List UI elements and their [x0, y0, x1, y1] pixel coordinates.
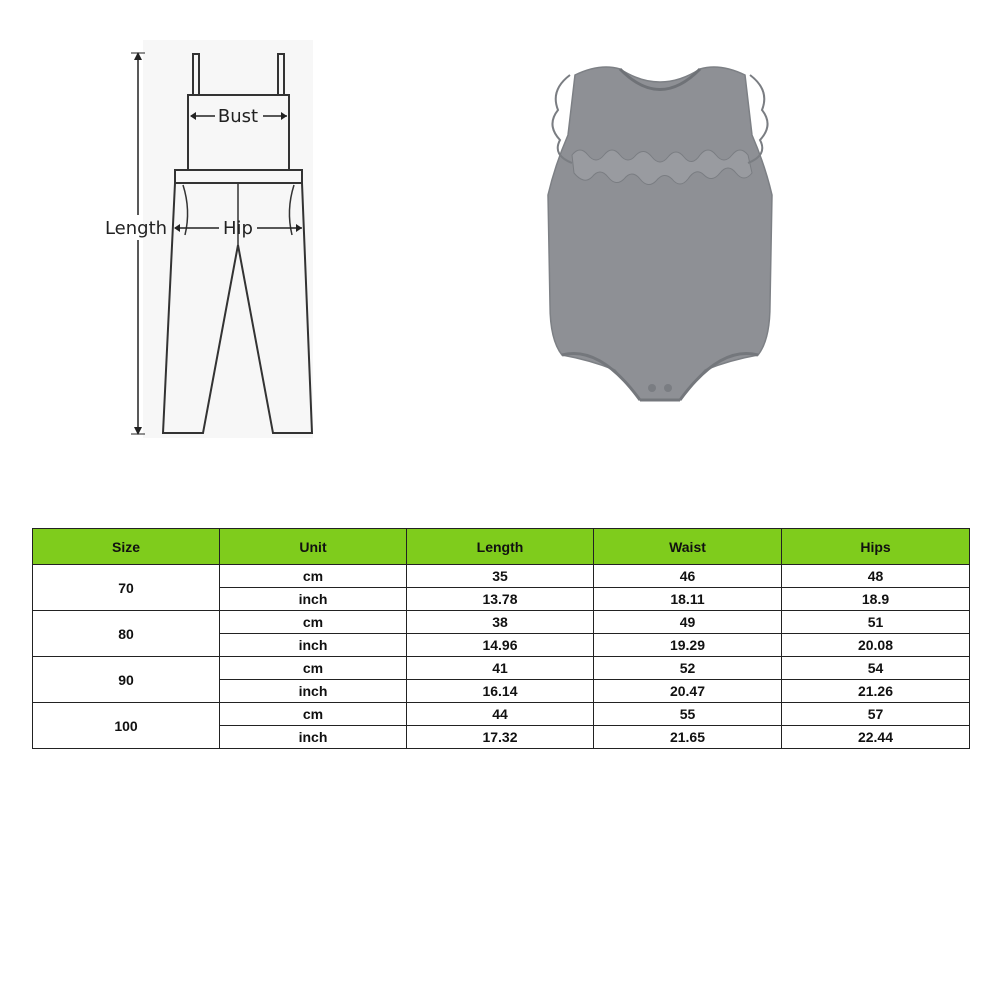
- bodysuit-icon: [530, 55, 790, 430]
- unit-value: cm: [220, 703, 407, 726]
- size-value: 90: [33, 657, 220, 703]
- waist-value: 20.47: [594, 680, 782, 703]
- length-value: 38: [407, 611, 594, 634]
- table-row: [33, 611, 970, 634]
- header-hips: Hips: [782, 529, 970, 565]
- table-row: [33, 703, 970, 726]
- hips-value: 54: [782, 657, 970, 680]
- header-length: Length: [407, 529, 594, 565]
- length-value: 35: [407, 565, 594, 588]
- unit-value: cm: [220, 611, 407, 634]
- length-value: 16.14: [407, 680, 594, 703]
- hips-value: 18.9: [782, 588, 970, 611]
- hips-value: 22.44: [782, 726, 970, 749]
- length-value: 41: [407, 657, 594, 680]
- table-header-row: [33, 529, 970, 565]
- unit-value: inch: [220, 680, 407, 703]
- header-size: Size: [33, 529, 220, 565]
- hips-value: 57: [782, 703, 970, 726]
- waist-value: 55: [594, 703, 782, 726]
- length-value: 44: [407, 703, 594, 726]
- size-value: 80: [33, 611, 220, 657]
- header-unit: Unit: [220, 529, 407, 565]
- hips-value: 48: [782, 565, 970, 588]
- table-row: [33, 657, 970, 680]
- hips-value: 20.08: [782, 634, 970, 657]
- hips-value: 51: [782, 611, 970, 634]
- length-label: Length: [104, 218, 168, 239]
- unit-value: inch: [220, 726, 407, 749]
- waist-value: 19.29: [594, 634, 782, 657]
- waist-value: 52: [594, 657, 782, 680]
- hip-label: Hip: [223, 218, 253, 239]
- unit-value: cm: [220, 657, 407, 680]
- size-value: 100: [33, 703, 220, 749]
- waist-value: 21.65: [594, 726, 782, 749]
- length-value: 13.78: [407, 588, 594, 611]
- size-chart-table: [32, 528, 970, 749]
- unit-value: inch: [220, 634, 407, 657]
- waist-value: 49: [594, 611, 782, 634]
- table-row: [33, 565, 970, 588]
- header-waist: Waist: [594, 529, 782, 565]
- waist-value: 46: [594, 565, 782, 588]
- bust-label: Bust: [217, 106, 259, 127]
- overalls-outline-icon: [95, 40, 335, 440]
- measurement-diagram: [95, 40, 335, 440]
- waist-value: 18.11: [594, 588, 782, 611]
- unit-value: inch: [220, 588, 407, 611]
- unit-value: cm: [220, 565, 407, 588]
- product-photo: [530, 55, 790, 430]
- size-value: 70: [33, 565, 220, 611]
- length-value: 17.32: [407, 726, 594, 749]
- length-value: 14.96: [407, 634, 594, 657]
- hips-value: 21.26: [782, 680, 970, 703]
